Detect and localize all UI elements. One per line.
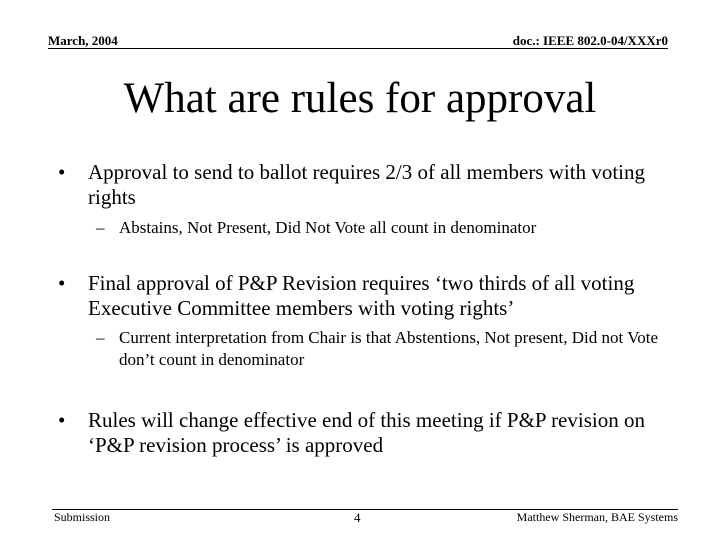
bullet-3-text: Rules will change effective end of this meeting if P&P revision on ‘P&P revision process’ is approved — [88, 408, 645, 457]
bullet-1 — [58, 160, 678, 210]
sub-bullet-marker: – — [96, 218, 105, 237]
header-doc-id: doc.: IEEE 802.0-04/XXXr0 — [512, 33, 668, 48]
slide-title: What are rules for approval — [123, 75, 597, 122]
footer-submission: Submission — [54, 510, 111, 524]
header-date: March, 2004 — [48, 33, 118, 48]
footer-author: Matthew Sherman, BAE Systems — [516, 510, 678, 524]
bullet-2-sub-1-text: Current interpretation from Chair is that Abstentions, Not present, Did not Vote don’t count in denominator — [119, 328, 659, 369]
header-divider — [48, 48, 668, 49]
bullet-2-sub-1 — [96, 327, 686, 371]
bullet-1-text: Approval to send to ballot requires 2/3 of all members with voting rights — [88, 160, 645, 209]
bullet-1-sub-1 — [96, 217, 686, 239]
page-number: 4 — [354, 510, 361, 525]
sub-bullet-marker: – — [96, 328, 105, 347]
bullet-marker: • — [58, 160, 66, 184]
bullet-marker: • — [58, 271, 66, 295]
bullet-marker: • — [58, 408, 66, 432]
bullet-2-text: Final approval of P&P Revision requires ‘two thirds of all voting Executive Committee members with voting rights’ — [88, 271, 635, 320]
bullet-3 — [58, 408, 678, 458]
bullet-1-sub-1-text: Abstains, Not Present, Did Not Vote all count in denominator — [119, 218, 537, 237]
bullet-2 — [58, 271, 678, 321]
